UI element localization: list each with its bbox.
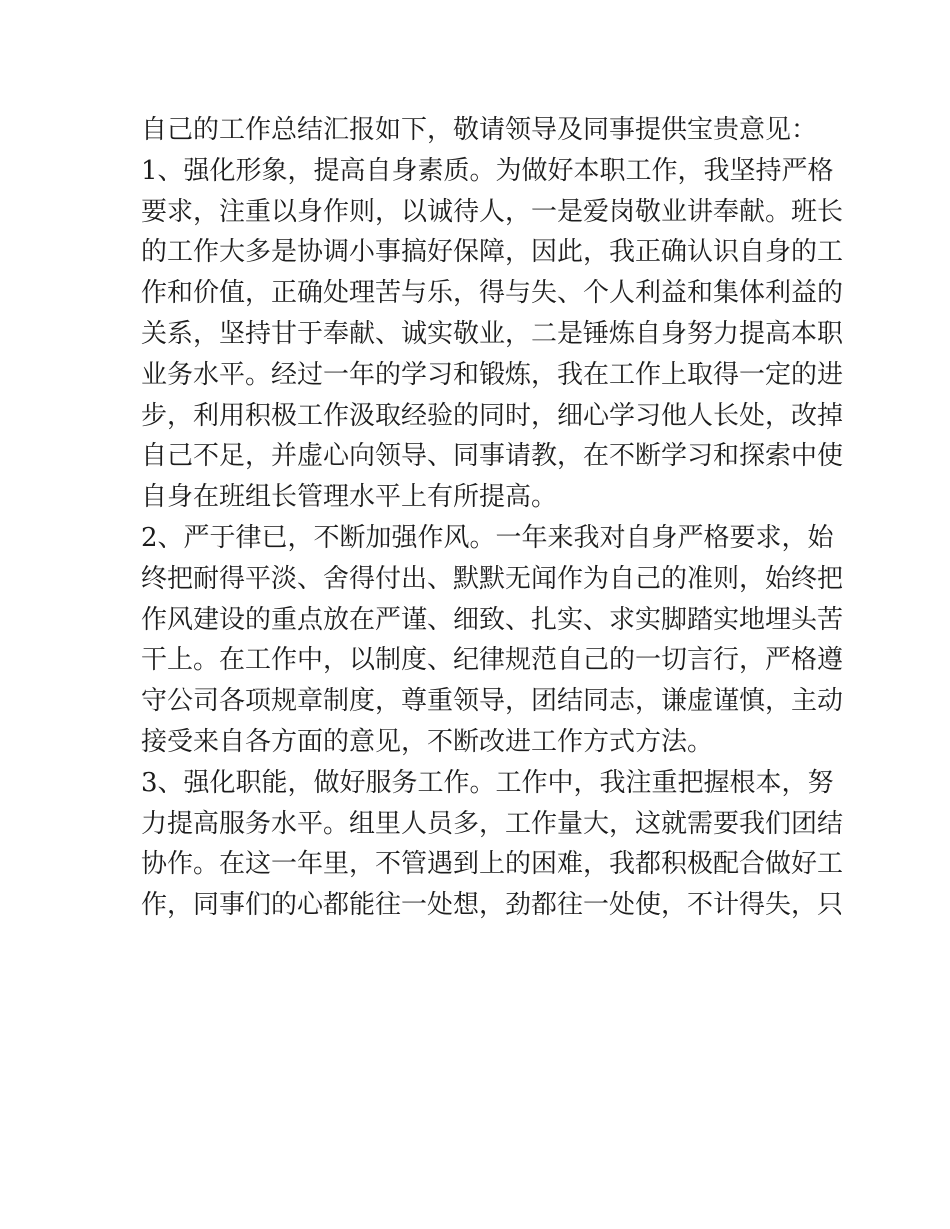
text-line: 作风建设的重点放在严谨、细致、扎实、求实脚踏实地埋头苦 [141, 604, 844, 635]
text-line: 2、严于律已，不断加强作风。一年来我对自身严格要求，始 [141, 522, 834, 553]
text-line: 步，利用积极工作汲取经验的同时，细心学习他人长处，改掉 [141, 400, 844, 431]
document-body [141, 110, 844, 926]
text-line: 要求，注重以身作则，以诚待人，一是爱岗敬业讲奉献。班长 [141, 196, 844, 227]
text-line: 守公司各项规章制度，尊重领导，团结同志，谦虚谨慎，主动 [141, 686, 844, 717]
text-line: 1、强化形象，提高自身素质。为做好本职工作，我坚持严格 [141, 155, 834, 186]
text-line: 自身在班组长管理水平上有所提高。 [141, 482, 558, 513]
text-line: 的工作大多是协调小事搞好保障，因此，我正确认识自身的工 [141, 237, 844, 268]
text-line: 自己的工作总结汇报如下，敬请领导及同事提供宝贵意见： [141, 115, 818, 145]
text-line: 接受来自各方面的意见，不断改进工作方式方法。 [141, 726, 714, 757]
text-line: 协作。在这一年里，不管遇到上的困难，我都积极配合做好工 [141, 849, 844, 880]
text-line: 自己不足，并虚心向领导、同事请教，在不断学习和探索中使 [141, 441, 844, 472]
text-line: 终把耐得平淡、舍得付出、默默无闻作为自己的准则，始终把 [141, 563, 844, 594]
text-line: 作，同事们的心都能往一处想，劲都往一处使，不计得失，只 [141, 890, 844, 921]
text-line: 关系，坚持甘于奉献、诚实敬业，二是锤炼自身努力提高本职 [141, 318, 844, 349]
text-line: 作和价值，正确处理苦与乐，得与失、个人利益和集体利益的 [141, 278, 844, 309]
text-line: 业务水平。经过一年的学习和锻炼，我在工作上取得一定的进 [141, 359, 844, 390]
text-line: 力提高服务水平。组里人员多，工作量大，这就需要我们团结 [141, 808, 844, 839]
text-line: 干上。在工作中，以制度、纪律规范自己的一切言行，严格遵 [141, 645, 844, 676]
text-line: 3、强化职能，做好服务工作。工作中，我注重把握根本，努 [141, 767, 834, 798]
